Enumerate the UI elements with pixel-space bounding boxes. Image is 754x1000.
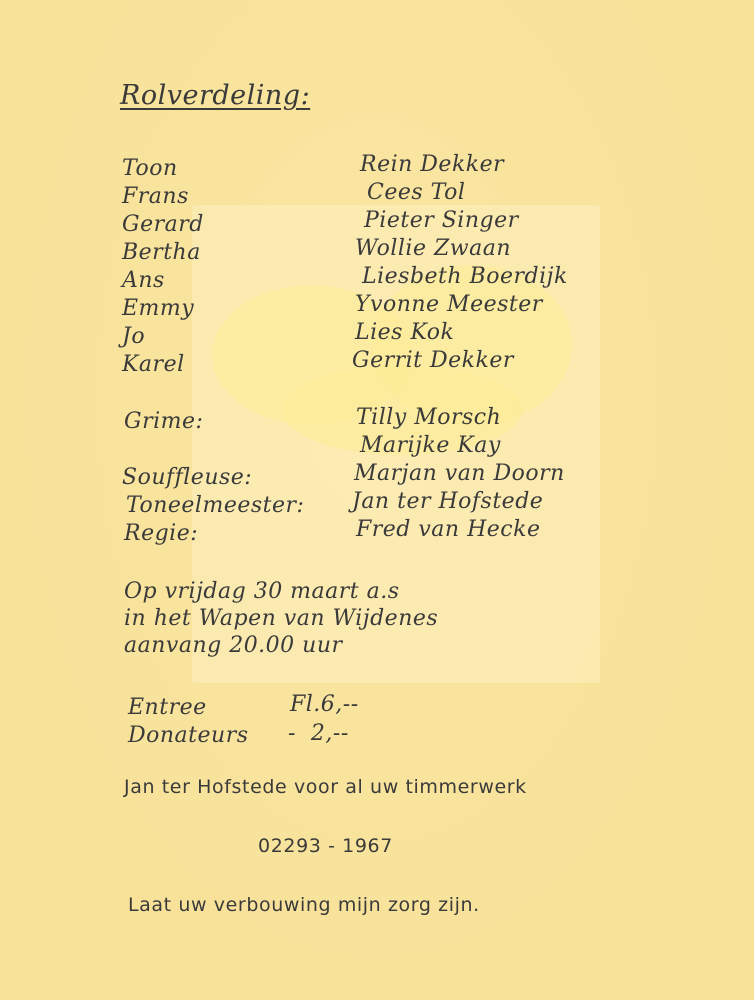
crew-person: Marjan van Doorn xyxy=(354,461,565,486)
ad-line: Jan ter Hofstede voor al uw timmerwerk xyxy=(124,776,527,798)
cast-actor: Rein Dekker xyxy=(360,152,505,177)
cast-actor: Gerrit Dekker xyxy=(352,348,514,373)
crew-person: Fred van Hecke xyxy=(356,517,541,542)
cast-role: Ans xyxy=(122,268,165,293)
cast-actor: Lies Kok xyxy=(355,320,455,345)
crew-role: Regie: xyxy=(124,521,199,546)
cast-role: Karel xyxy=(122,352,185,377)
crew-person: Tilly Morsch xyxy=(356,405,502,430)
crew-role: Souffleuse: xyxy=(122,465,253,490)
crew-person: Marijke Kay xyxy=(360,433,501,458)
price-label: Entree xyxy=(128,695,207,720)
cast-actor: Wollie Zwaan xyxy=(355,236,512,261)
event-date: Op vrijdag 30 maart a.s xyxy=(124,579,400,604)
ad-slogan: Laat uw verbouwing mijn zorg zijn. xyxy=(128,894,480,916)
cast-actor: Cees Tol xyxy=(367,180,466,205)
cast-role: Jo xyxy=(122,324,146,349)
price-label: Donateurs xyxy=(128,723,249,748)
cast-role: Emmy xyxy=(122,296,195,321)
cast-actor: Liesbeth Boerdijk xyxy=(362,264,568,289)
cast-role: Bertha xyxy=(122,240,201,265)
cast-title: Rolverdeling: xyxy=(120,80,311,111)
crew-role: Grime: xyxy=(124,409,204,434)
cast-role: Gerard xyxy=(122,212,204,237)
cast-role: Toon xyxy=(122,156,178,181)
crew-role: Toneelmeester: xyxy=(126,493,305,518)
crew-person: Jan ter Hofstede xyxy=(352,489,544,514)
ad-phone: 02293 - 1967 xyxy=(258,835,393,857)
event-info xyxy=(124,578,438,659)
event-venue: in het Wapen van Wijdenes xyxy=(124,606,439,631)
cast-actor: Pieter Singer xyxy=(364,208,519,233)
cast-role: Frans xyxy=(122,184,189,209)
price-value: - 2,-- xyxy=(288,721,349,746)
cast-actor: Yvonne Meester xyxy=(355,292,543,317)
price-value: Fl.6,-- xyxy=(290,692,359,717)
event-time: aanvang 20.00 uur xyxy=(124,633,343,658)
